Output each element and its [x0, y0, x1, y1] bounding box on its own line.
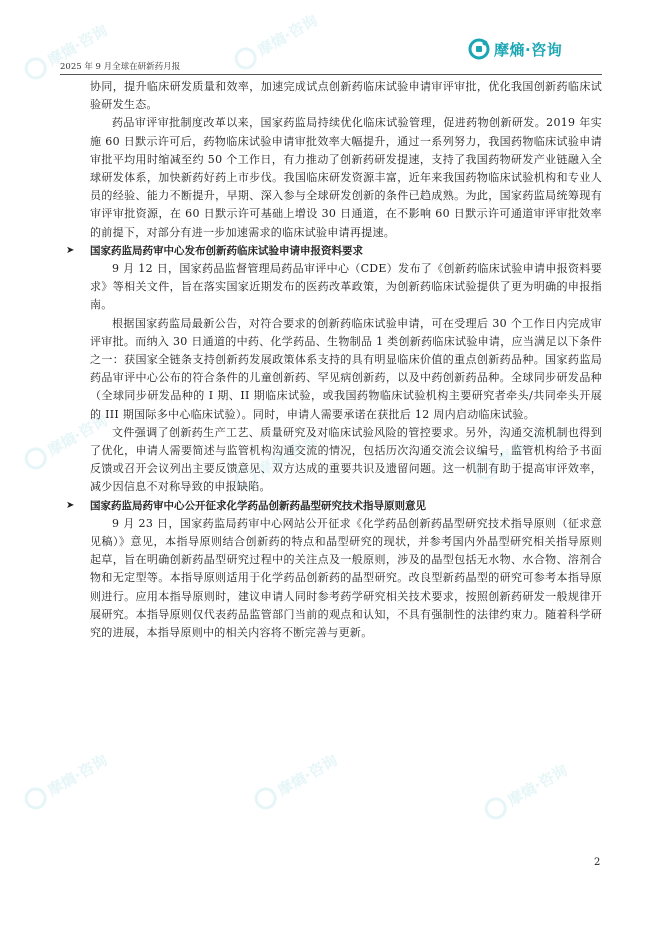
watermark: 摩熵·咨询 — [251, 749, 341, 814]
brand-logo — [468, 38, 562, 60]
watermark: 摩熵·咨询 — [21, 19, 111, 84]
section-heading-text: 国家药监局药审中心发布创新药临床试验申请申报资料要求 — [90, 244, 363, 257]
section-heading — [66, 497, 602, 515]
moshang-logo-icon — [468, 38, 490, 60]
paragraph: 协同，提升临床研发质量和效率，加速完成试点创新药临床试验申请审评审批，优化我国创新药临床试验研发生态。 — [90, 80, 602, 112]
paragraph: 药品审评审批制度改革以来，国家药监局持续优化临床试验管理，促进药物创新研发。2019 年实施 60 日默示许可后，药物临床试验申请审批效率大幅提升，通过一系列努力，我国药物临床试验申请审批平均用时缩减至约 50 个工作日，有力推动了创新药研发提速，支持了我国药物研发产业链融入全球研发体系，加快新药好药上市步伐。我国临床研发资源丰富，近年来我国药物临床试验机构和专业人员的经验、能力不断提升，早期、深入参与全球研发创新的条件已趋成熟。为此，国家药监局统筹现有审评审批资源，在 60 日默示许可基础上增设 30 日通道，在不影响 60 日默示许可通道审评审批效率的前提下，对部分有进一步加速需求的临床试验申请再提速。 — [90, 116, 602, 239]
paragraph: 根据国家药监局最新公告，对符合要求的创新药临床试验申请，可在受理后 30 个工作日内完成审评审批。而纳入 30 日通道的中药、化学药品、生物制品 1 类创新药临床试验申请，应当满足以下条件之一：获国家全链条支持创新药发展政策体系支持的具有明显临床价值的重点创新药品种。国家药监局药品审评中心公布的符合条件的儿童创新药、罕见病创新药，以及中药创新药品种。全球同步研发品种（全球同步研发品种的 I 期、II 期临床试验，或我国药物临床试验机构主要研究者牵头/共同牵头开展的 III 期国际多中心临床试验）。同时，申请人需要承诺在获批后 12 周内启动临床试验。 — [90, 316, 602, 421]
paragraph: 9 月 12 日，国家药品监督管理局药品审评中心（CDE）发布了《创新药临床试验申请申报资料要求》等相关文件，旨在落实国家近期发布的医药改革政策，为创新药临床试验提供了更为明确的申报指南。 — [90, 262, 602, 312]
watermark: 摩熵·咨询 — [231, 429, 321, 494]
arrow-bullet-icon: ➤ — [66, 244, 75, 256]
report-title: 2025 年 9 月全球在研新药月报 — [60, 62, 181, 72]
watermark: 摩熵·咨询 — [471, 419, 561, 484]
section-heading — [66, 242, 602, 260]
paragraph: 9 月 23 日，国家药监局药审中心网站公开征求《化学药品创新药晶型研究技术指导原则（征求意见稿）》意见，本指导原则结合创新药的特点和晶型研究的现状，并参考国内外晶型研究相关指导原则起草，旨在明确创新药晶型研究过程中的关注点及一般原则，涉及的晶型包括无水物、水合物、溶剂合物和无定型等。本指导原则适用于化学药品创新药的晶型研究。改良型新药晶型的研究可参考本指导原则进行。应用本指导原则时，建议申请人同时参考药学研究相关技术要求，按照创新药研发一般规律开展研究。本指导原则仅代表药品监管部门当前的观点和认知，不具有强制性的法律约束力。随着科学研究的进展，本指导原则中的相关内容将不断完善与更新。 — [90, 516, 602, 640]
paragraph: 文件强调了创新药生产工艺、质量研究及对临床试验风险的管控要求。另外，沟通交流机制也得到了优化，申请人需要简述与监管机构沟通交流的情况，包括历次沟通交流会议编号，监管机构给予书面反馈或召开会议列出主要反馈意见、双方达成的重要共识及遗留问题。这一机制有助于提高审评效率，减少因信息不对称导致的申报缺陷。 — [90, 425, 602, 494]
page-number: 2 — [594, 857, 601, 868]
watermark: 摩熵·咨询 — [481, 759, 571, 824]
watermark: 摩熵·咨询 — [21, 409, 111, 474]
brand-name: 摩熵·咨询 — [494, 40, 563, 59]
arrow-bullet-icon: ➤ — [66, 499, 75, 511]
header-rule — [60, 74, 602, 75]
watermark: 摩熵·咨询 — [231, 9, 321, 74]
section-heading-text: 国家药监局药审中心公开征求化学药品创新药晶型研究技术指导原则意见 — [90, 499, 426, 512]
watermark: 摩熵·咨询 — [21, 749, 111, 814]
